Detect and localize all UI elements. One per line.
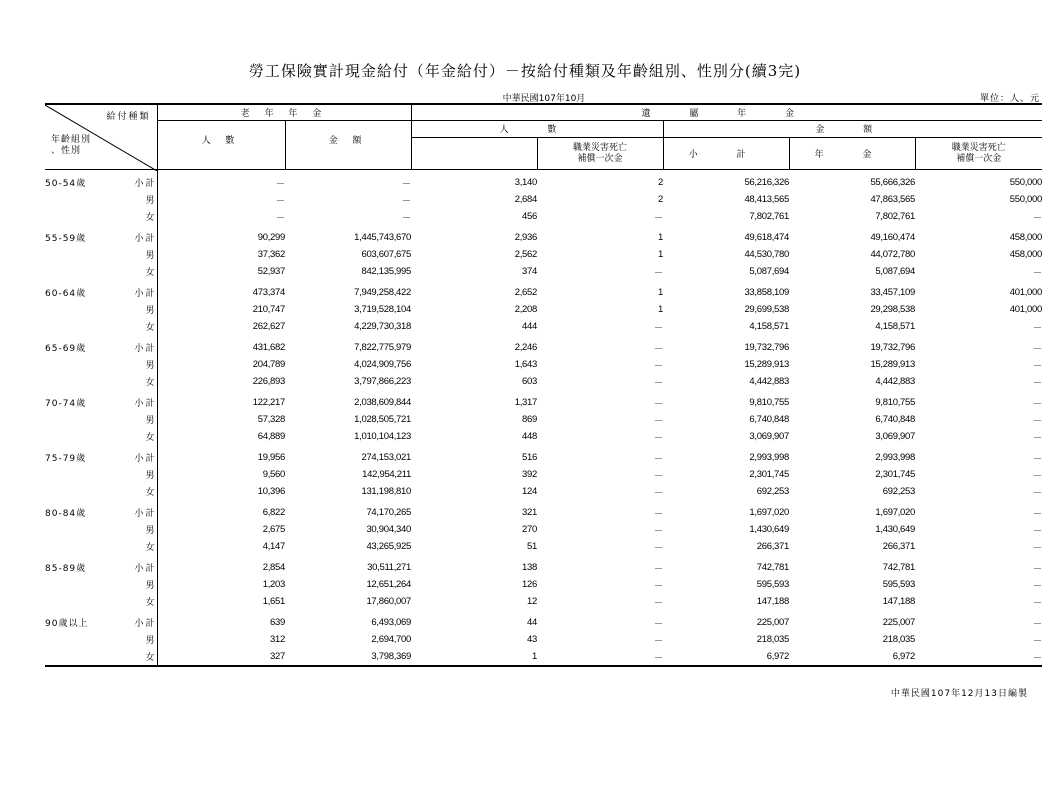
sex-cell: 男 <box>119 411 157 428</box>
cell-survivor-annuity: 33,457,109 <box>870 287 915 298</box>
table-row <box>45 373 1042 390</box>
sex-cell: 男 <box>119 191 157 208</box>
sex-cell: 男 <box>119 631 157 648</box>
cell-occ-death-persons: 1 <box>658 287 663 298</box>
cell-old-amount: 3,798,369 <box>285 648 411 666</box>
cell-survivor-persons: 392 <box>522 469 537 480</box>
cell-old-amount: 2,694,700 <box>371 634 411 645</box>
age-group-cell <box>45 521 119 538</box>
table-row <box>45 170 1042 192</box>
table-row <box>45 339 1042 356</box>
table-row <box>45 631 1042 648</box>
cell-survivor-subtotal: 7,802,761 <box>749 211 789 222</box>
cell-occ-death-persons: 1 <box>658 232 663 243</box>
table-row <box>45 521 1042 538</box>
age-group-cell <box>45 263 119 280</box>
age-group-cell <box>45 593 119 610</box>
cell-occ-death-persons: － <box>653 635 663 647</box>
cell-survivor-annuity: 49,160,474 <box>870 232 915 243</box>
cell-survivor-annuity: 29,298,538 <box>870 304 915 315</box>
cell-old-persons: 1,203 <box>262 579 285 590</box>
header-subtotal: 小 計 <box>663 138 789 170</box>
age-group-cell <box>45 318 119 335</box>
age-group-cell: 80-84歲 <box>45 509 87 519</box>
age-group-cell <box>45 373 119 390</box>
table-row <box>45 449 1042 466</box>
cell-survivor-persons: 2,684 <box>514 194 537 205</box>
cell-occ-death-persons: － <box>537 648 663 666</box>
sex-cell: 小計 <box>119 339 157 356</box>
cell-old-persons: 64,889 <box>257 431 285 442</box>
cell-old-persons: 122,217 <box>252 397 285 408</box>
header-occ-persons <box>537 138 663 170</box>
cell-occ-death-persons: － <box>653 487 663 499</box>
corner-label-sex: 、性別 <box>51 146 82 156</box>
cell-survivor-annuity: 44,072,780 <box>870 249 915 260</box>
cell-survivor-annuity: 5,087,694 <box>875 266 915 277</box>
report-date: 中華民國107年10月 <box>502 94 586 104</box>
age-group-cell <box>45 576 119 593</box>
sex-cell: 女 <box>119 538 157 555</box>
sex-cell: 小計 <box>119 449 157 466</box>
cell-old-persons: 6,822 <box>262 507 285 518</box>
cell-old-amount: 603,607,675 <box>361 249 411 260</box>
cell-occ-death-amount: － <box>1032 360 1042 372</box>
table-row <box>45 576 1042 593</box>
cell-old-amount: － <box>401 178 411 190</box>
cell-survivor-annuity: 1,697,020 <box>875 507 915 518</box>
age-group-cell <box>45 466 119 483</box>
table-row <box>45 356 1042 373</box>
header-occ-persons-line2: 補償一次金 <box>577 153 623 164</box>
table-row <box>45 229 1042 246</box>
age-group-cell: 60-64歲 <box>45 289 87 299</box>
cell-survivor-persons: 12 <box>527 596 537 607</box>
cell-occ-death-amount: － <box>1032 343 1042 355</box>
header-old-age-pension: 老 年 年 金 <box>157 104 411 120</box>
cell-old-persons: 37,362 <box>257 249 285 260</box>
sex-cell: 男 <box>119 521 157 538</box>
cell-old-persons: － <box>275 212 285 224</box>
age-group-cell <box>45 483 119 500</box>
cell-survivor-subtotal: 742,781 <box>756 562 789 573</box>
cell-survivor-persons: 270 <box>522 524 537 535</box>
cell-occ-death-amount: － <box>1032 267 1042 279</box>
cell-occ-death-persons: － <box>653 542 663 554</box>
age-group-cell <box>45 631 119 648</box>
cell-occ-death-persons: － <box>653 360 663 372</box>
cell-old-persons: 4,147 <box>262 541 285 552</box>
cell-survivor-subtotal: 48,413,565 <box>744 194 789 205</box>
cell-survivor-persons: 43 <box>527 634 537 645</box>
cell-old-persons: 262,627 <box>252 321 285 332</box>
cell-survivor-annuity: 147,188 <box>882 596 915 607</box>
cell-survivor-annuity: 7,802,761 <box>875 211 915 222</box>
header-occ-amount-line2: 補償一次金 <box>956 153 1002 164</box>
cell-survivor-annuity: 1,430,649 <box>875 524 915 535</box>
cell-old-persons: 10,396 <box>257 486 285 497</box>
age-group-cell <box>45 648 119 666</box>
cell-old-persons: 90,299 <box>257 232 285 243</box>
cell-occ-death-amount: － <box>1032 487 1042 499</box>
sex-cell: 男 <box>119 301 157 318</box>
cell-survivor-annuity: 742,781 <box>882 562 915 573</box>
cell-old-persons: 226,893 <box>252 376 285 387</box>
sex-cell: 小計 <box>119 394 157 411</box>
cell-survivor-subtotal: 1,697,020 <box>749 507 789 518</box>
age-group-cell: 85-89歲 <box>45 564 87 574</box>
cell-survivor-subtotal: 266,371 <box>756 541 789 552</box>
sex-cell: 男 <box>119 576 157 593</box>
cell-survivor-subtotal: 4,442,883 <box>749 376 789 387</box>
cell-survivor-subtotal: 49,618,474 <box>744 232 789 243</box>
cell-old-amount: 43,265,925 <box>366 541 411 552</box>
cell-old-persons: 639 <box>270 617 285 628</box>
table-row <box>45 284 1042 301</box>
cell-survivor-annuity: 4,158,571 <box>875 321 915 332</box>
age-group-cell <box>45 208 119 225</box>
cell-survivor-subtotal: 9,810,755 <box>749 397 789 408</box>
age-group-cell <box>45 411 119 428</box>
table-row <box>45 483 1042 500</box>
cell-old-amount: 74,170,265 <box>366 507 411 518</box>
cell-old-persons: 2,675 <box>262 524 285 535</box>
cell-old-amount: 1,445,743,670 <box>354 232 411 243</box>
cell-old-amount: 3,719,528,104 <box>354 304 411 315</box>
cell-old-amount: 30,904,340 <box>366 524 411 535</box>
cell-occ-death-amount: － <box>1032 525 1042 537</box>
table-row <box>45 191 1042 208</box>
cell-occ-death-amount: － <box>1032 542 1042 554</box>
cell-occ-death-amount: － <box>1032 322 1042 334</box>
cell-old-persons: 9,560 <box>262 469 285 480</box>
cell-occ-death-amount: 401,000 <box>1009 304 1042 315</box>
cell-survivor-annuity: 218,035 <box>882 634 915 645</box>
cell-occ-death-amount: 550,000 <box>1009 194 1042 205</box>
table-body <box>45 170 1042 667</box>
cell-survivor-subtotal: 692,253 <box>756 486 789 497</box>
cell-survivor-subtotal: 19,732,796 <box>744 342 789 353</box>
age-group-cell: 90歲以上 <box>45 619 89 629</box>
cell-old-amount: 4,229,730,318 <box>354 321 411 332</box>
cell-occ-death-amount: － <box>1032 508 1042 520</box>
cell-survivor-subtotal: 33,858,109 <box>744 287 789 298</box>
cell-old-persons: 327 <box>157 648 285 666</box>
cell-survivor-annuity: 47,863,565 <box>870 194 915 205</box>
cell-survivor-persons: 3,140 <box>514 177 537 188</box>
cell-occ-death-amount: － <box>1032 432 1042 444</box>
cell-survivor-persons: 456 <box>522 211 537 222</box>
cell-occ-death-amount: － <box>1032 212 1042 224</box>
age-group-cell: 55-59歲 <box>45 234 87 244</box>
table-row <box>45 246 1042 263</box>
header-survivor-pension: 遺 屬 年 金 <box>411 104 1042 120</box>
header-old-persons: 人 數 <box>157 120 285 170</box>
cell-survivor-subtotal: 2,993,998 <box>749 452 789 463</box>
cell-old-amount: 6,493,069 <box>371 617 411 628</box>
cell-old-persons: 312 <box>270 634 285 645</box>
cell-survivor-persons: 2,562 <box>514 249 537 260</box>
sex-cell: 女 <box>119 428 157 445</box>
cell-old-amount: － <box>401 195 411 207</box>
cell-survivor-subtotal: 218,035 <box>756 634 789 645</box>
cell-survivor-annuity: 6,972 <box>789 648 915 666</box>
cell-occ-death-amount: － <box>1032 377 1042 389</box>
age-group-cell: 70-74歲 <box>45 399 87 409</box>
cell-old-amount: 274,153,021 <box>361 452 411 463</box>
table-header <box>45 104 1042 170</box>
header-occ-persons-line1: 職業災害死亡 <box>572 142 627 153</box>
cell-survivor-persons: 138 <box>522 562 537 573</box>
sex-cell: 小計 <box>119 284 157 301</box>
sex-cell: 小計 <box>119 170 157 192</box>
cell-occ-death-persons: － <box>653 508 663 520</box>
cell-occ-death-amount: 458,000 <box>1009 249 1042 260</box>
age-group-cell: 50-54歲 <box>45 179 87 189</box>
cell-survivor-annuity: 2,301,745 <box>875 469 915 480</box>
cell-old-amount: 4,024,909,756 <box>354 359 411 370</box>
corner-label-age-group: 年齡組別 <box>51 135 92 145</box>
unit-label: 單位：人、元 <box>979 94 1040 104</box>
sex-cell: 女 <box>119 483 157 500</box>
report-title: 勞工保險實計現金給付（年金給付）－按給付種類及年齡組別、性別分(續3完) <box>248 62 802 80</box>
cell-old-persons: 57,328 <box>257 414 285 425</box>
cell-occ-death-amount: 458,000 <box>1009 232 1042 243</box>
age-group-cell: 75-79歲 <box>45 454 87 464</box>
cell-survivor-persons: 51 <box>527 541 537 552</box>
table-row <box>45 648 1042 666</box>
cell-survivor-annuity: 19,732,796 <box>870 342 915 353</box>
cell-survivor-persons: 374 <box>522 266 537 277</box>
sex-cell: 女 <box>119 373 157 390</box>
cell-occ-death-persons: － <box>653 453 663 465</box>
cell-survivor-subtotal: 225,007 <box>756 617 789 628</box>
table-row <box>45 301 1042 318</box>
cell-survivor-annuity: 692,253 <box>882 486 915 497</box>
cell-occ-death-amount: － <box>1032 563 1042 575</box>
cell-survivor-subtotal: 1,430,649 <box>749 524 789 535</box>
sex-cell: 小計 <box>119 504 157 521</box>
cell-occ-death-persons: 2 <box>658 194 663 205</box>
age-group-cell <box>45 301 119 318</box>
cell-old-persons: － <box>275 195 285 207</box>
sex-cell: 女 <box>119 208 157 225</box>
cell-survivor-annuity: 6,740,848 <box>875 414 915 425</box>
age-group-cell <box>45 428 119 445</box>
cell-old-amount: 7,949,258,422 <box>354 287 411 298</box>
table-row <box>45 504 1042 521</box>
cell-survivor-annuity: 595,593 <box>882 579 915 590</box>
cell-occ-death-amount: － <box>1032 415 1042 427</box>
sex-cell: 女 <box>119 648 157 666</box>
compiled-date: 中華民國107年12月13日編製 <box>890 689 1028 699</box>
cell-old-amount: 2,038,609,844 <box>354 397 411 408</box>
sex-cell: 小計 <box>119 614 157 631</box>
header-annuity: 年 金 <box>789 138 915 170</box>
cell-survivor-persons: 321 <box>522 507 537 518</box>
cell-survivor-annuity: 2,993,998 <box>875 452 915 463</box>
cell-occ-death-amount: 550,000 <box>1009 177 1042 188</box>
cell-old-persons: 210,747 <box>252 304 285 315</box>
cell-survivor-subtotal: 15,289,913 <box>744 359 789 370</box>
cell-survivor-persons: 1,643 <box>514 359 537 370</box>
age-group-cell <box>45 538 119 555</box>
cell-occ-death-persons: 1 <box>658 249 663 260</box>
cell-survivor-persons: 124 <box>522 486 537 497</box>
cell-survivor-subtotal: 4,158,571 <box>749 321 789 332</box>
cell-survivor-persons: 2,652 <box>514 287 537 298</box>
header-old-amount: 金 額 <box>285 120 411 170</box>
cell-occ-death-persons: － <box>653 618 663 630</box>
cell-old-amount: 1,010,104,123 <box>354 431 411 442</box>
header-occ-amount-line1: 職業災害死亡 <box>951 142 1006 153</box>
table-row <box>45 394 1042 411</box>
table-row <box>45 593 1042 610</box>
cell-survivor-persons: 2,936 <box>514 232 537 243</box>
cell-survivor-persons: 869 <box>522 414 537 425</box>
table-row <box>45 411 1042 428</box>
cell-occ-death-persons: － <box>653 267 663 279</box>
table-row <box>45 263 1042 280</box>
sex-cell: 女 <box>119 593 157 610</box>
cell-occ-death-persons: － <box>653 470 663 482</box>
cell-occ-death-persons: － <box>653 377 663 389</box>
cell-survivor-annuity: 266,371 <box>882 541 915 552</box>
cell-occ-death-persons: － <box>653 432 663 444</box>
cell-old-persons: 431,682 <box>252 342 285 353</box>
cell-old-persons: 52,937 <box>257 266 285 277</box>
sex-cell: 小計 <box>119 559 157 576</box>
cell-old-persons: 2,854 <box>262 562 285 573</box>
cell-occ-death-amount: － <box>1032 470 1042 482</box>
statistics-table <box>45 103 1042 667</box>
cell-old-amount: 842,135,995 <box>361 266 411 277</box>
sex-cell: 男 <box>119 356 157 373</box>
header-survivor-amount: 金 額 <box>663 120 1042 138</box>
cell-survivor-annuity: 225,007 <box>882 617 915 628</box>
cell-survivor-persons: 2,208 <box>514 304 537 315</box>
cell-survivor-annuity: 9,810,755 <box>875 397 915 408</box>
cell-occ-death-amount: 401,000 <box>1009 287 1042 298</box>
table-row <box>45 428 1042 445</box>
cell-survivor-subtotal: 29,699,538 <box>744 304 789 315</box>
cell-old-amount: － <box>401 212 411 224</box>
cell-old-persons: － <box>275 178 285 190</box>
header-persons-blank <box>411 138 537 170</box>
cell-old-persons: 1,651 <box>262 596 285 607</box>
cell-occ-death-persons: 2 <box>658 177 663 188</box>
cell-old-amount: 7,822,775,979 <box>354 342 411 353</box>
age-group-cell <box>45 191 119 208</box>
age-group-cell: 65-69歲 <box>45 344 87 354</box>
cell-occ-death-persons: － <box>653 343 663 355</box>
cell-survivor-persons: 2,246 <box>514 342 537 353</box>
cell-survivor-persons: 444 <box>522 321 537 332</box>
cell-old-persons: 204,789 <box>252 359 285 370</box>
cell-old-amount: 12,651,264 <box>366 579 411 590</box>
cell-survivor-annuity: 15,289,913 <box>870 359 915 370</box>
cell-survivor-subtotal: 5,087,694 <box>749 266 789 277</box>
sex-cell: 男 <box>119 466 157 483</box>
header-occ-amount <box>915 138 1042 170</box>
cell-occ-death-persons: － <box>653 212 663 224</box>
cell-old-amount: 17,860,007 <box>366 596 411 607</box>
cell-occ-death-persons: － <box>653 597 663 609</box>
sex-cell: 女 <box>119 263 157 280</box>
table-row <box>45 614 1042 631</box>
cell-old-amount: 30,511,271 <box>367 562 411 573</box>
cell-survivor-annuity: 4,442,883 <box>875 376 915 387</box>
cell-occ-death-amount: － <box>1032 453 1042 465</box>
age-group-cell <box>45 246 119 263</box>
cell-occ-death-amount: － <box>1032 597 1042 609</box>
cell-survivor-subtotal: 595,593 <box>756 579 789 590</box>
cell-occ-death-persons: － <box>653 322 663 334</box>
cell-old-amount: 131,198,810 <box>361 486 411 497</box>
cell-old-amount: 1,028,505,721 <box>354 414 411 425</box>
cell-survivor-persons: 1 <box>411 648 537 666</box>
cell-survivor-subtotal: 3,069,907 <box>749 431 789 442</box>
age-group-cell <box>45 356 119 373</box>
table-row <box>45 559 1042 576</box>
cell-survivor-persons: 516 <box>522 452 537 463</box>
cell-survivor-persons: 44 <box>527 617 537 628</box>
cell-old-persons: 19,956 <box>257 452 285 463</box>
cell-occ-death-amount: － <box>1032 635 1042 647</box>
cell-occ-death-persons: － <box>653 563 663 575</box>
table-row <box>45 466 1042 483</box>
cell-survivor-subtotal: 44,530,780 <box>744 249 789 260</box>
cell-old-persons: 473,374 <box>252 287 285 298</box>
header-corner <box>45 104 157 170</box>
cell-occ-death-persons: － <box>653 580 663 592</box>
sex-cell: 女 <box>119 318 157 335</box>
cell-survivor-subtotal: 147,188 <box>756 596 789 607</box>
header-survivor-persons: 人 數 <box>411 120 663 138</box>
cell-occ-death-persons: － <box>653 415 663 427</box>
cell-survivor-subtotal: 56,216,326 <box>744 177 789 188</box>
sex-cell: 男 <box>119 246 157 263</box>
cell-occ-death-persons: 1 <box>658 304 663 315</box>
cell-survivor-annuity: 55,666,326 <box>870 177 915 188</box>
cell-survivor-subtotal: 6,740,848 <box>749 414 789 425</box>
cell-occ-death-amount: － <box>915 648 1042 666</box>
table-row <box>45 538 1042 555</box>
corner-label-age-sex <box>51 135 91 157</box>
cell-occ-death-amount: － <box>1032 580 1042 592</box>
cell-occ-death-amount: － <box>1032 618 1042 630</box>
table-row <box>45 318 1042 335</box>
cell-old-amount: 3,797,866,223 <box>354 376 411 387</box>
cell-survivor-persons: 448 <box>522 431 537 442</box>
cell-old-amount: 142,954,211 <box>362 469 411 480</box>
cell-survivor-persons: 1,317 <box>514 397 537 408</box>
corner-label-benefit-type: 給付種類 <box>106 112 151 122</box>
table-row <box>45 208 1042 225</box>
cell-survivor-persons: 603 <box>522 376 537 387</box>
cell-survivor-annuity: 3,069,907 <box>875 431 915 442</box>
cell-occ-death-amount: － <box>1032 398 1042 410</box>
cell-survivor-persons: 126 <box>522 579 537 590</box>
cell-occ-death-persons: － <box>653 398 663 410</box>
cell-occ-death-persons: － <box>653 525 663 537</box>
cell-survivor-subtotal: 2,301,745 <box>749 469 789 480</box>
sex-cell: 小計 <box>119 229 157 246</box>
cell-survivor-subtotal: 6,972 <box>663 648 789 666</box>
